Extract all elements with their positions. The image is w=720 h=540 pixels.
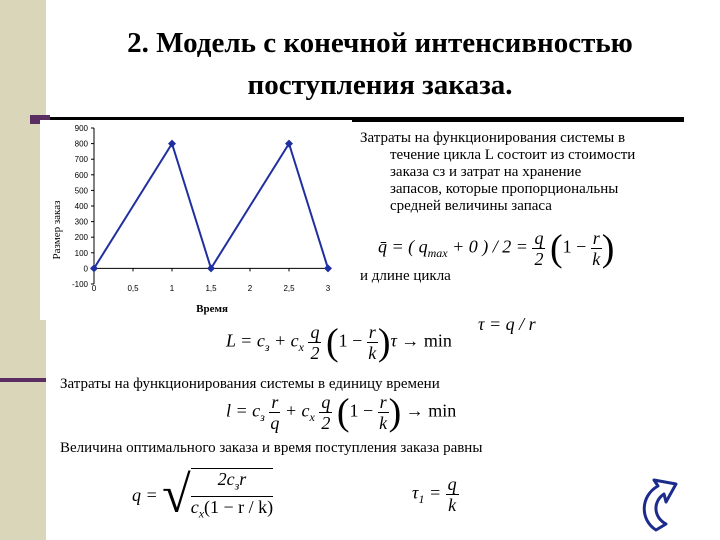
frac-q-2: $\frac{q}{2}$	[534, 228, 544, 269]
formula-average-stock: q̄ = ( $q_{max} + 0$ ) / 2 = $\frac{q}{2}$ (1 − $\frac{r}{k}$ )	[378, 227, 615, 270]
chart-x-tick-label: 2	[247, 284, 253, 293]
optimal-text: Величина оптимального заказа и время поступления заказа равны	[60, 440, 483, 456]
chart-y-tick-label: 600	[74, 170, 88, 180]
chart-x-tick-label: 1	[169, 284, 175, 293]
formula-cycle-cost: $L = c_з + c_x$ $\frac{q}{2}$ (1 − $\frac{r}{k}$ )τ → min	[226, 321, 452, 364]
slide-title	[60, 22, 700, 106]
para-line-5: средней величины запаса	[390, 198, 552, 214]
chart-y-tick-label: 200	[74, 233, 88, 243]
formula-unit-cost: $l = c_з$ $\frac{r}{q}$ + $c_x$ $\frac{q}{2}$ (1 − $\frac{r}{k}$ ) → min	[226, 391, 457, 434]
chart-xlabel: Время	[196, 303, 228, 315]
frac-r-k: $\frac{r}{k}$	[592, 228, 601, 269]
order-size-chart	[40, 120, 352, 320]
title-line-2: поступления заказа.	[247, 69, 513, 101]
return-arrow-icon	[634, 472, 704, 534]
chart-x-tick-label: 2,5	[283, 284, 295, 293]
para-line-4: запасов, которые пропорциональны	[390, 181, 619, 197]
formula-optimal-q: q = √ $\frac{2c_зr}{c_x(1 - r / k)}$	[132, 466, 274, 524]
chart-y-tick-label: 900	[74, 124, 88, 133]
one-minus: 1 −	[562, 236, 587, 257]
chart-x-tick-label: 0	[91, 284, 97, 293]
chart-y-tick-label: 100	[74, 248, 88, 258]
chart-series-line	[94, 144, 328, 269]
formula-optimal-tau: $\tau_1$ = $\frac{q}{k}$	[412, 474, 457, 515]
qbar-mid: + 0 ) / 2 =	[447, 236, 528, 257]
per-unit-text: Затраты на функционирования системы в единицу времени	[60, 376, 440, 392]
chart-y-tick-label: -100	[71, 280, 88, 289]
chart-y-tick-label: 500	[74, 186, 88, 196]
chart-x-tick-label: 0,5	[127, 284, 139, 293]
sidebar-band	[0, 378, 46, 382]
formula-tau: τ = q / r	[478, 314, 536, 334]
chart-x-tick-label: 1,5	[205, 284, 217, 293]
chart-x-tick-label: 3	[325, 284, 331, 293]
qbar-max: max	[427, 246, 448, 261]
title-line-1: 2. Модель с конечной интенсивностью	[127, 27, 633, 59]
chart-y-tick-label: 400	[74, 202, 88, 211]
para-line-3: заказа cз и затрат на хранение	[390, 164, 582, 180]
chart-y-tick-label: 700	[74, 155, 88, 165]
chart-ylabel: Размер заказ	[51, 200, 63, 260]
chart-y-tick-label: 0	[83, 264, 88, 274]
chart-y-tick-label: 300	[74, 217, 88, 227]
qbar-left: q̄ = ( q	[378, 236, 428, 257]
para-line-2: течение цикла L состоит из стоимости	[390, 147, 636, 163]
and-cycle-text: и длине цикла	[360, 268, 451, 284]
chart-y-tick-label: 800	[74, 139, 88, 149]
return-arrow-button[interactable]	[634, 472, 704, 534]
para-line-1: Затраты на функционирования системы в	[360, 130, 626, 146]
chart-svg	[40, 120, 352, 320]
chart-point	[324, 264, 332, 272]
cost-description	[360, 130, 700, 215]
